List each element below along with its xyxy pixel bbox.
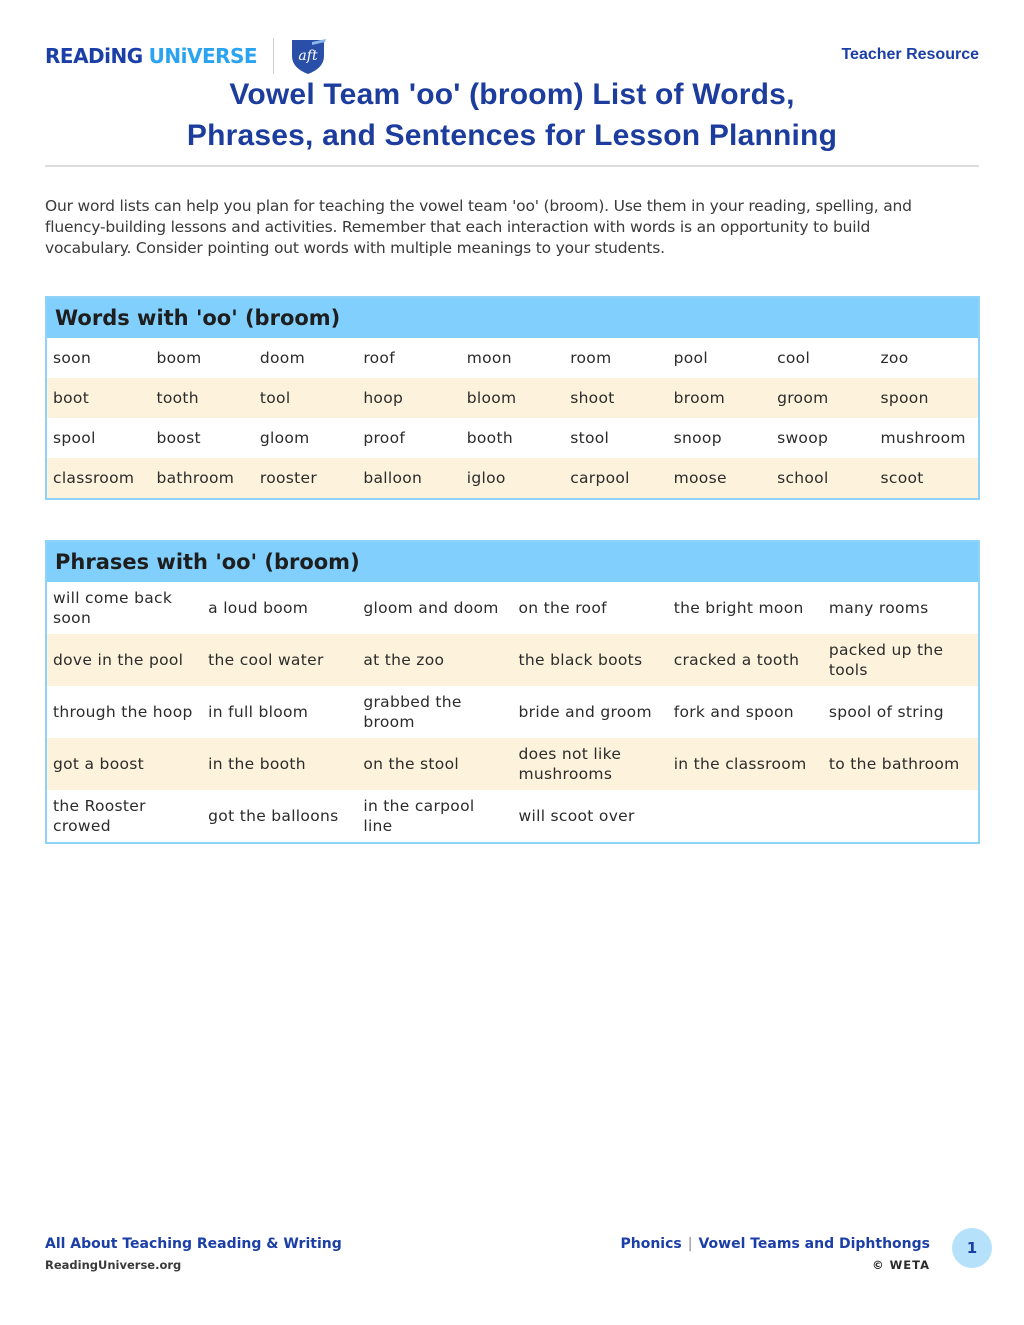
table-cell: stool	[570, 429, 610, 447]
table-cell: in the booth	[208, 755, 306, 773]
table-cell: does not like mushrooms	[518, 745, 622, 783]
table-cell: on the roof	[518, 599, 607, 617]
page-title-line-1: Vowel Team 'oo' (broom) List of Words,	[229, 78, 795, 111]
intro-paragraph: Our word lists can help you plan for teaching the vowel team 'oo' (broom). Use them in your reading, spelling, and fluency-building lessons and activities. Remember that each interaction with words is an opportunity to build vocabulary. Consider pointing out words with multiple meanings to your students.	[45, 197, 912, 257]
table-cell: through the hoop	[53, 703, 193, 721]
table-cell: bride and groom	[518, 703, 652, 721]
svg-text:aft: aft	[298, 48, 318, 64]
table-cell: soon	[53, 349, 92, 367]
page-title-line-2: Phrases, and Sentences for Lesson Planning	[186, 119, 838, 152]
table-cell: groom	[777, 389, 829, 407]
table-cell: the bright moon	[673, 599, 804, 617]
teacher-resource-label: Teacher Resource	[841, 46, 979, 63]
table-cell: many rooms	[828, 599, 929, 617]
table-cell: grabbed the broom	[363, 693, 462, 731]
table-cell: booth	[466, 429, 513, 447]
phrases-table-body	[47, 582, 978, 842]
table-cell: classroom	[53, 469, 135, 487]
table-cell: boot	[53, 389, 90, 407]
phrase-row	[47, 790, 978, 842]
table-cell: will come back soon	[53, 589, 173, 627]
table-cell: mushroom	[880, 429, 966, 447]
footer-tagline: All About Teaching Reading & Writing	[45, 1236, 342, 1252]
table-cell: zoo	[880, 349, 909, 367]
table-cell: snoop	[673, 429, 722, 447]
title-divider	[45, 165, 979, 167]
table-cell: hoop	[363, 389, 404, 407]
table-cell: spoon	[880, 389, 929, 407]
table-cell: room	[570, 349, 612, 367]
table-cell: cool	[777, 349, 811, 367]
breadcrumb-separator: |	[687, 1236, 693, 1252]
aft-shield-icon	[288, 36, 328, 76]
footer-url[interactable]: ReadingUniverse.org	[45, 1258, 182, 1272]
table-cell: at the zoo	[363, 651, 445, 669]
logo-wordmark	[45, 46, 257, 66]
table-cell: doom	[259, 349, 305, 367]
table-cell: boost	[156, 429, 201, 447]
page-title	[45, 74, 979, 156]
table-cell: bloom	[466, 389, 517, 407]
word-row	[47, 418, 978, 458]
footer-left	[45, 1236, 342, 1272]
table-cell: packed up the tools	[828, 641, 944, 679]
phrase-row	[47, 582, 978, 634]
table-cell: shoot	[570, 389, 615, 407]
table-cell: moon	[466, 349, 512, 367]
breadcrumb-category: Phonics	[620, 1236, 682, 1252]
phrase-row	[47, 686, 978, 738]
table-cell: scoot	[880, 469, 924, 487]
table-cell: roof	[363, 349, 395, 367]
table-cell: the Rooster crowed	[53, 797, 146, 835]
breadcrumb-subcategory: Vowel Teams and Diphthongs	[698, 1236, 930, 1252]
table-cell: to the bathroom	[828, 755, 960, 773]
words-table-heading: Words with 'oo' (broom)	[47, 298, 978, 338]
word-row	[47, 378, 978, 418]
table-cell: a loud boom	[208, 599, 309, 617]
table-cell: gloom	[259, 429, 310, 447]
table-cell: got the balloons	[208, 807, 339, 825]
table-cell: proof	[363, 429, 406, 447]
table-cell: broom	[673, 389, 726, 407]
logo-word-universe: UNiVERSE	[148, 44, 258, 68]
table-cell: balloon	[363, 469, 423, 487]
copyright: © WETA	[872, 1258, 930, 1272]
table-cell: gloom and doom	[363, 599, 499, 617]
table-cell: tooth	[156, 389, 199, 407]
table-cell: got a boost	[53, 755, 145, 773]
table-cell: pool	[673, 349, 708, 367]
phrases-table	[45, 540, 980, 844]
table-cell: will scoot over	[518, 807, 635, 825]
table-cell: spool of string	[828, 703, 944, 721]
table-cell: in the carpool line	[363, 797, 475, 835]
table-cell: on the stool	[363, 755, 459, 773]
table-cell: in the classroom	[673, 755, 807, 773]
table-cell: bathroom	[156, 469, 235, 487]
table-cell: the black boots	[518, 651, 643, 669]
table-cell: swoop	[777, 429, 829, 447]
table-cell: spool	[53, 429, 96, 447]
phrase-row	[47, 738, 978, 790]
word-row	[47, 458, 978, 498]
table-cell: rooster	[259, 469, 318, 487]
phrase-row	[47, 634, 978, 686]
table-cell: in full bloom	[208, 703, 309, 721]
table-cell: the cool water	[208, 651, 324, 669]
table-cell: school	[777, 469, 829, 487]
table-cell: tool	[259, 389, 291, 407]
word-row	[47, 338, 978, 378]
table-cell: igloo	[466, 469, 506, 487]
logo-divider	[273, 38, 274, 74]
page-number-badge: 1	[952, 1228, 992, 1268]
footer-right	[620, 1236, 930, 1272]
logo-word-reading: READiNG	[45, 44, 143, 68]
table-cell: fork and spoon	[673, 703, 794, 721]
reading-universe-logo	[45, 36, 328, 76]
words-table	[45, 296, 980, 500]
table-cell: cracked a tooth	[673, 651, 800, 669]
phrases-table-heading: Phrases with 'oo' (broom)	[47, 542, 978, 582]
table-cell: carpool	[570, 469, 630, 487]
table-cell: moose	[673, 469, 727, 487]
table-cell: boom	[156, 349, 202, 367]
footer-breadcrumb	[620, 1236, 930, 1252]
table-cell: dove in the pool	[53, 651, 184, 669]
words-table-body	[47, 338, 978, 498]
